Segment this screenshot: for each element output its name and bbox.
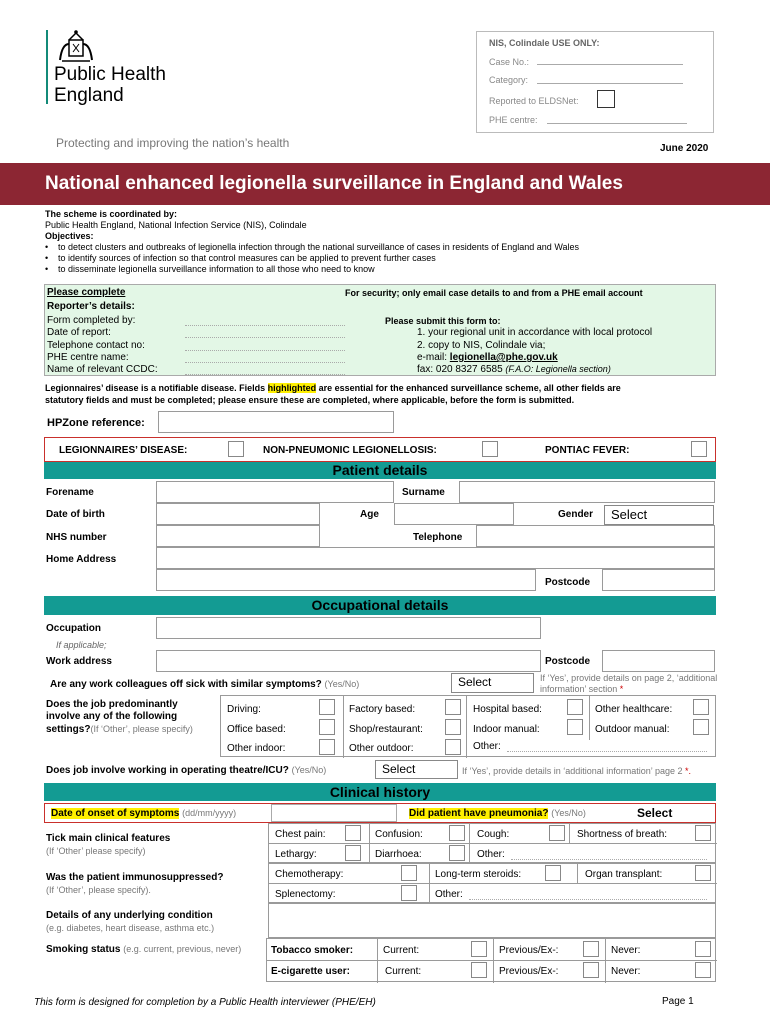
age-input[interactable] [394, 503, 514, 525]
other-immuno-field[interactable] [469, 899, 707, 900]
notice-text: Legionnaires’ disease is a notifiable disease. Fields [45, 383, 268, 393]
theatre-note [462, 766, 691, 776]
security-note: For security; only email case details to and from a PHE email account [345, 288, 643, 298]
settings-grid [220, 695, 716, 757]
notice-line2: statutory fields and must be completed; please ensure these are completed, where applicable, before the form is submitted. [45, 395, 575, 405]
hpzone-input[interactable] [158, 411, 394, 433]
title-banner [0, 163, 770, 205]
onset-row [44, 803, 716, 823]
objective-text: to identify sources of infection so that control measures can be applied to prevent further cases [58, 253, 436, 263]
yes-no-hint: (Yes/No) [291, 765, 327, 775]
other-setting-field[interactable] [507, 751, 707, 752]
row-divider [269, 843, 717, 844]
objectives-label: Objectives: [45, 231, 94, 241]
other-feature-field[interactable] [511, 859, 707, 860]
grid-divider [466, 696, 467, 758]
telephone-contact-field[interactable] [185, 350, 345, 351]
underlying-label: Details of any underlying condition [46, 910, 213, 921]
work-address-label: Work address [46, 656, 112, 667]
reporter-box [44, 284, 716, 376]
royal-crest-icon [56, 30, 96, 64]
chest-pain-checkbox[interactable] [345, 825, 361, 841]
job-q-text: settings? [46, 724, 91, 735]
chemotherapy-checkbox[interactable] [401, 865, 417, 881]
grid-divider [377, 939, 378, 983]
notice-line1 [45, 382, 725, 394]
date-of-report-label: Date of report: [47, 327, 111, 338]
forename-label: Forename [46, 487, 94, 498]
other-outdoor-label: Other outdoor: [349, 743, 414, 754]
bullet-icon: • [45, 264, 49, 274]
telephone-input[interactable] [476, 525, 715, 547]
immuno-label: Was the patient immunosuppressed? [46, 872, 224, 883]
asterisk: * [619, 684, 624, 694]
job-q-note: (If ‘Other’, please specify) [90, 724, 193, 734]
pontiac-label: PONTIAC FEVER: [545, 445, 630, 456]
theatre-question [46, 765, 326, 776]
driving-checkbox[interactable] [319, 699, 335, 715]
other-indoor-checkbox[interactable] [319, 739, 335, 755]
objective-text: to detect clusters and outbreaks of legionella infection through the national surveillance of cases in residents of England and Wales [58, 242, 579, 252]
other-feature-label: Other: [477, 849, 505, 860]
immuno-note: (If ‘Other’, please specify). [46, 885, 151, 895]
form-title: National enhanced legionella surveillance in England and Wales [45, 173, 623, 194]
smoking-note: (e.g. current, previous, never) [123, 944, 242, 954]
immuno-grid [268, 863, 716, 903]
other-outdoor-checkbox[interactable] [445, 739, 461, 755]
colleagues-note [540, 673, 720, 695]
ecig-previous-checkbox[interactable] [583, 962, 599, 978]
theatre-note-text: If ‘Yes’, provide details in ‘additional information’ page 2 [462, 766, 683, 776]
other-healthcare-label: Other healthcare: [595, 704, 673, 715]
home-postcode-input[interactable] [602, 569, 715, 591]
row-divider [269, 883, 717, 884]
hpzone-label: HPZone reference: [47, 417, 145, 429]
logo-rule [46, 30, 48, 104]
office-label: Office based: [227, 724, 286, 735]
lethargy-checkbox[interactable] [345, 845, 361, 861]
features-label: Tick main clinical features [46, 833, 171, 844]
surname-label: Surname [402, 487, 445, 498]
tobacco-never-checkbox[interactable] [695, 941, 711, 957]
confusion-label: Confusion: [375, 829, 423, 840]
nhs-number-label: NHS number [46, 532, 107, 543]
colleagues-text: Are any work colleagues off sick with similar symptoms? [50, 679, 322, 690]
reporter-details-label: Reporter’s details: [47, 301, 135, 312]
grid-divider [369, 824, 370, 864]
grid-divider [569, 824, 570, 844]
splenectomy-checkbox[interactable] [401, 885, 417, 901]
nhs-number-input[interactable] [156, 525, 320, 547]
tobacco-current-checkbox[interactable] [471, 941, 487, 957]
forename-input[interactable] [156, 481, 394, 503]
email-link[interactable]: legionella@phe.gov.uk [449, 352, 558, 363]
grid-divider [493, 939, 494, 983]
job-q-line: Does the job predominantly [46, 699, 178, 710]
objective-item [45, 242, 725, 253]
telephone-contact-label: Telephone contact no: [47, 340, 145, 351]
please-complete: Please complete [47, 287, 126, 298]
non-pneumonic-checkbox[interactable] [482, 441, 498, 457]
colleagues-note-text: If ‘Yes’, provide details on page 2, ‘additional information’ section [540, 673, 718, 694]
grid-divider [605, 939, 606, 983]
other-indoor-label: Other indoor: [227, 743, 286, 754]
work-postcode-input[interactable] [602, 650, 715, 672]
occupation-label: Occupation [46, 623, 102, 634]
job-settings-question [46, 699, 193, 736]
features-grid [268, 823, 716, 863]
highlighted-word: highlighted [267, 383, 317, 393]
onset-format: (dd/mm/yyyy) [182, 808, 237, 818]
other-setting-label: Other: [473, 741, 501, 752]
ecig-previous-label: Previous/Ex-: [499, 966, 559, 977]
cough-checkbox[interactable] [549, 825, 565, 841]
home-address-input-2[interactable] [156, 569, 536, 591]
non-pneumonic-label: NON-PNEUMONIC LEGIONELLOSIS: [263, 445, 437, 456]
underlying-input[interactable] [268, 903, 716, 938]
occupation-input[interactable] [156, 617, 541, 639]
notice-text: are essential for the enhanced surveillance scheme, all other fields are [316, 383, 621, 393]
ecig-label: E-cigarette user: [271, 966, 350, 977]
shop-label: Shop/restaurant: [349, 724, 423, 735]
confusion-checkbox[interactable] [449, 825, 465, 841]
tobacco-previous-checkbox[interactable] [583, 941, 599, 957]
colleagues-select[interactable]: Select [451, 673, 534, 693]
office-checkbox[interactable] [319, 719, 335, 735]
phe-centre-name-label: PHE centre name: [47, 352, 129, 363]
phe-centre-label: PHE centre: [489, 115, 538, 125]
grid-divider [589, 696, 590, 740]
category-field[interactable] [537, 83, 683, 84]
reported-eldsnet-label: Reported to ELDSNet: [489, 96, 579, 106]
tobacco-previous-label: Previous/Ex-: [499, 945, 559, 956]
bullet-icon: • [45, 242, 49, 252]
form-date: June 2020 [660, 143, 709, 154]
objective-text: to disseminate legionella surveillance information to all those who need to know [58, 264, 375, 274]
page-number: Page 1 [662, 996, 694, 1007]
hospital-checkbox[interactable] [567, 699, 583, 715]
ecig-never-checkbox[interactable] [695, 962, 711, 978]
other-immuno-label: Other: [435, 889, 463, 900]
gender-label: Gender [558, 509, 594, 520]
outdoor-manual-checkbox[interactable] [693, 719, 709, 735]
row-divider [267, 960, 717, 961]
job-q-line: involve any of the following [46, 711, 178, 722]
ecig-never-label: Never: [611, 966, 641, 977]
home-address-input-1[interactable] [156, 547, 715, 569]
steroids-label: Long-term steroids: [435, 869, 522, 880]
tagline: Protecting and improving the nation’s health [56, 136, 290, 150]
home-postcode-label: Postcode [545, 577, 591, 588]
factory-label: Factory based: [349, 704, 416, 715]
ecig-current-label: Current: [385, 966, 422, 977]
fax-fao: (F.A.O: Legionella section) [505, 364, 611, 374]
ecig-current-checkbox[interactable] [471, 962, 487, 978]
onset-date-input[interactable] [271, 804, 397, 822]
indoor-manual-label: Indoor manual: [473, 724, 540, 735]
chest-pain-label: Chest pain: [275, 829, 326, 840]
pneumonia-select[interactable]: Select [637, 806, 673, 820]
pontiac-checkbox[interactable] [691, 441, 707, 457]
notice [45, 382, 725, 406]
steroids-checkbox[interactable] [545, 865, 561, 881]
clinical-history-header: Clinical history [44, 783, 716, 801]
form-completed-by-label: Form completed by: [47, 315, 136, 326]
org-name-line2: England [54, 85, 124, 106]
features-note: (If ‘Other’ please specify) [46, 846, 146, 856]
job-q-line [46, 723, 193, 736]
smoking-text: Smoking status [46, 944, 121, 955]
phe-centre-field[interactable] [547, 123, 687, 124]
grid-divider [469, 824, 470, 864]
telephone-label: Telephone [413, 532, 463, 543]
intro-section [45, 209, 725, 275]
case-no-field[interactable] [537, 64, 683, 65]
outdoor-manual-label: Outdoor manual: [595, 724, 670, 735]
smoking-grid [266, 938, 716, 982]
other-healthcare-checkbox[interactable] [693, 699, 709, 715]
shortness-of-breath-label: Shortness of breath: [577, 829, 668, 840]
occupational-details-header: Occupational details [44, 596, 716, 615]
grid-divider [429, 864, 430, 904]
category-label: Category: [489, 75, 529, 85]
shop-checkbox[interactable] [445, 719, 461, 735]
organ-transplant-label: Organ transplant: [585, 869, 663, 880]
factory-checkbox[interactable] [445, 699, 461, 715]
work-postcode-label: Postcode [545, 656, 591, 667]
lethargy-label: Lethargy: [275, 849, 317, 860]
submit-fax [417, 364, 611, 375]
home-address-label: Home Address [46, 554, 117, 565]
yes-no-hint: (Yes/No) [324, 679, 360, 689]
grid-divider [343, 696, 344, 758]
yes-no-hint: (Yes/No) [551, 808, 586, 818]
cough-label: Cough: [477, 829, 510, 840]
org-name-line1: Public Health [54, 64, 166, 85]
submit-email [417, 352, 558, 363]
diarrhoea-checkbox[interactable] [449, 845, 465, 861]
nis-use-box [476, 31, 714, 133]
submit-step-1: 1. your regional unit in accordance with local protocol [417, 327, 653, 338]
phe-centre-name-field[interactable] [185, 362, 345, 363]
reported-eldsnet-checkbox[interactable] [597, 90, 615, 108]
objective-item [45, 253, 725, 264]
smoking-label [46, 944, 241, 955]
colleagues-question [50, 679, 359, 690]
age-label: Age [360, 509, 379, 520]
phe-logo [44, 30, 184, 106]
case-no-label: Case No.: [489, 57, 530, 67]
objective-item [45, 264, 725, 275]
coordinated-label: The scheme is coordinated by: [45, 209, 178, 219]
surname-input[interactable] [459, 481, 715, 503]
tobacco-label: Tobacco smoker: [271, 945, 354, 956]
pneumonia-text: Did patient have pneumonia? [409, 808, 549, 819]
legionnaires-label: LEGIONNAIRES’ DISEASE: [59, 445, 188, 456]
ccdc-name-field[interactable] [185, 374, 345, 375]
theatre-select[interactable]: Select [375, 760, 458, 779]
gender-select[interactable]: Select [604, 505, 714, 525]
submit-step-2: 2. copy to NIS, Colindale via; [417, 340, 546, 351]
asterisk: *. [685, 766, 692, 776]
organ-transplant-checkbox[interactable] [695, 865, 711, 881]
work-address-input[interactable] [156, 650, 541, 672]
tobacco-current-label: Current: [383, 945, 420, 956]
grid-divider [577, 864, 578, 884]
onset-label [51, 808, 236, 819]
nis-box-title: NIS, Colindale USE ONLY: [489, 38, 600, 48]
ccdc-name-label: Name of relevant CCDC: [47, 364, 158, 375]
if-applicable-note: If applicable; [56, 640, 107, 650]
pneumonia-question [409, 808, 586, 819]
chemotherapy-label: Chemotherapy: [275, 869, 344, 880]
form-completed-by-field[interactable] [185, 325, 345, 326]
date-of-report-field[interactable] [185, 337, 345, 338]
onset-text: Date of onset of symptoms [51, 808, 180, 819]
dob-label: Date of birth [46, 509, 105, 520]
coordinated-value: Public Health England, National Infection Service (NIS), Colindale [45, 220, 307, 230]
underlying-note: (e.g. diabetes, heart disease, asthma etc.) [46, 923, 215, 933]
shortness-of-breath-checkbox[interactable] [695, 825, 711, 841]
submit-title: Please submit this form to: [385, 316, 501, 326]
legionnaires-checkbox[interactable] [228, 441, 244, 457]
bullet-icon: • [45, 253, 49, 263]
indoor-manual-checkbox[interactable] [567, 719, 583, 735]
footer-note: This form is designed for completion by a Public Health interviewer (PHE/EH) [34, 997, 376, 1008]
fax-number: fax: 020 8327 6585 [417, 364, 503, 375]
email-prefix: e-mail: [417, 352, 450, 363]
hospital-label: Hospital based: [473, 704, 542, 715]
diarrhoea-label: Diarrhoea: [375, 849, 422, 860]
tobacco-never-label: Never: [611, 945, 641, 956]
driving-label: Driving: [227, 704, 261, 715]
patient-details-header: Patient details [44, 462, 716, 479]
dob-input[interactable] [156, 503, 320, 525]
splenectomy-label: Splenectomy: [275, 889, 336, 900]
theatre-text: Does job involve working in operating theatre/ICU? [46, 765, 289, 776]
diagnosis-row [44, 437, 716, 462]
